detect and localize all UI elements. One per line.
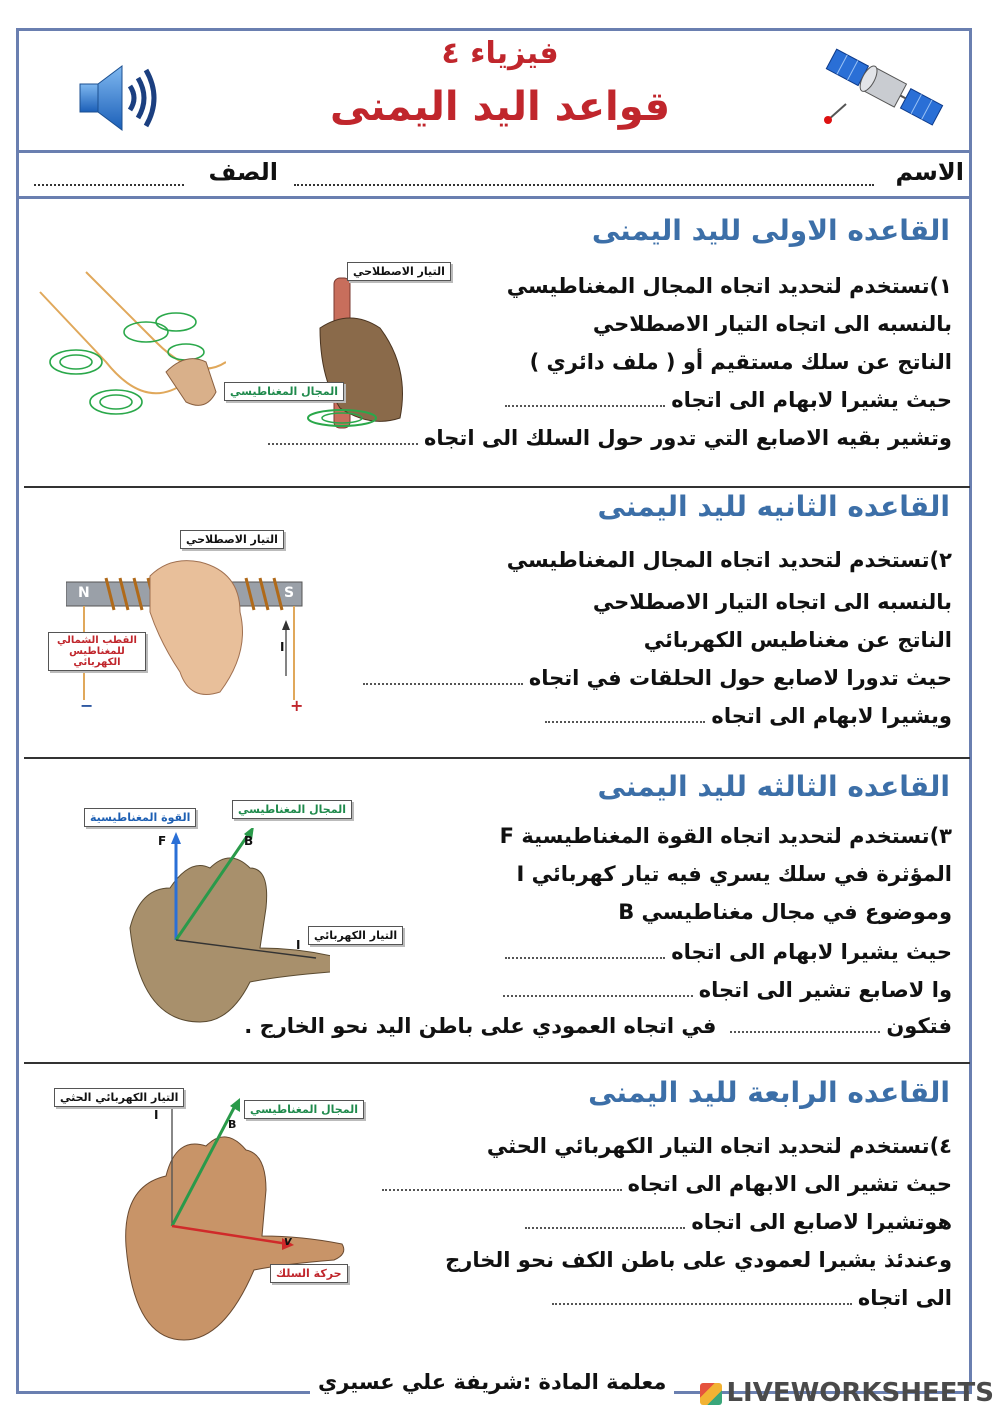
rule2-blank2[interactable] (545, 720, 705, 723)
rule2-plus-mark: + (290, 696, 304, 715)
section-divider-2 (24, 757, 970, 759)
rule4-v-mark: v (284, 1234, 292, 1248)
rule1-line3: الناتج عن سلك مستقيم أو ( ملف دائري ) (529, 350, 952, 374)
rule4-line3: هوتشيرا لاصابع الى اتجاه (525, 1210, 952, 1234)
rule4-b-mark: B (228, 1118, 237, 1131)
rule3-line2: المؤثرة في سلك يسري فيه تيار كهربائي I (516, 862, 952, 886)
rule2-blank1[interactable] (363, 682, 523, 685)
rule3-i-mark: I (296, 938, 301, 952)
rule4-blank2[interactable] (525, 1226, 685, 1229)
rule1-title: القاعده الاولى لليد اليمنى (591, 214, 950, 247)
brand-logo: LIVEWORKSHEETS (700, 1378, 994, 1408)
name-input[interactable] (294, 184, 874, 186)
rule3-line3: وموضوع في مجال مغناطيسي B (618, 900, 952, 924)
rule4-blank3[interactable] (552, 1302, 852, 1305)
rule2-line2: بالنسبه الى اتجاه التيار الاصطلاحي (592, 590, 952, 614)
rule4-line2: حيث تشير الى الابهام الى اتجاه (382, 1172, 952, 1196)
rule1-line1: ١)تستخدم لتحديد اتجاه المجال المغناطيسي (506, 274, 952, 298)
rule3-f-mark: F (158, 834, 167, 848)
rule2-minus-mark: − (80, 696, 94, 715)
rule2-n-mark: N (78, 585, 90, 601)
rule2-title: القاعده الثانيه لليد اليمنى (597, 490, 950, 523)
rule4-induced-label: التيار الكهربائي الحثي (54, 1088, 184, 1107)
rule4-blank1[interactable] (382, 1188, 622, 1191)
rule4-hand-figure (112, 1096, 362, 1350)
class-label: الصف (208, 158, 278, 186)
name-class-bar (30, 158, 964, 194)
rule3-hand-figure (120, 828, 330, 1032)
rule2-line1: ٢)تستخدم لتحديد اتجاه المجال المغناطيسي (506, 548, 952, 572)
rule2-line3: الناتج عن مغناطيس الكهربائي (643, 628, 952, 652)
subject-title: فيزياء ٤ (441, 36, 559, 71)
rule3-blank3[interactable] (730, 1030, 880, 1033)
rule1-line5: وتشير بقيه الاصابع التي تدور حول السلك الى اتجاه (268, 426, 952, 450)
page-title: قواعد اليد اليمنى (329, 84, 671, 130)
rule1-hand-figure (300, 268, 420, 462)
rule4-line1: ٤)تستخدم لتحديد اتجاه التيار الكهربائي الحثي (486, 1134, 952, 1158)
rule4-motion-label: حركة السلك (270, 1264, 348, 1283)
section-divider-1 (24, 486, 970, 488)
rule4-field-label: المجال المغناطيسي (244, 1100, 364, 1119)
rule2-s-mark: S (284, 585, 295, 601)
rule1-line2: بالنسبه الى اتجاه التيار الاصطلاحي (592, 312, 952, 336)
rule3-line4: حيث يشيرا لابهام الى اتجاه (505, 940, 952, 964)
rule3-blank2[interactable] (503, 994, 693, 997)
rule1-field-label: المجال المغناطيسي (224, 382, 344, 401)
rule2-current-label: التيار الاصطلاحي (180, 530, 284, 549)
rule2-north-label: القطب الشمالي للمغناطيس الكهربائي (48, 632, 146, 671)
rule3-field-label: المجال المغناطيسي (232, 800, 352, 819)
rule3-blank1[interactable] (505, 956, 665, 959)
rule3-line5: وا لاصابع تشير الى اتجاه (503, 978, 952, 1002)
rule4-line5: الى اتجاه (552, 1286, 952, 1310)
section-divider-3 (24, 1062, 970, 1064)
name-label: الاسم (895, 158, 964, 186)
rule2-line4: حيث تدورا لاصابع حول الحلقات في اتجاه (363, 666, 952, 690)
rule3-b-mark: B (244, 834, 254, 848)
rule4-title: القاعده الرابعة لليد اليمنى (588, 1076, 950, 1109)
rule4-line4: وعندئذ يشيرا لعمودي على باطن الكف نحو الخارج (445, 1248, 952, 1272)
rule1-blank1[interactable] (505, 404, 665, 407)
teacher-name: معلمة المادة :شريفة علي عسيري (310, 1370, 674, 1394)
rule3-current-label: التيار الكهربائي (308, 926, 403, 945)
rule1-current-label: التيار الاصطلاحي (347, 262, 451, 281)
namebar-divider (16, 196, 972, 199)
brand-icon (700, 1383, 722, 1405)
rule2-i-mark: I (280, 640, 285, 654)
rule2-line5: ويشيرا لابهام الى اتجاه (545, 704, 952, 728)
class-input[interactable] (34, 184, 184, 186)
rule1-coil-figure (36, 262, 226, 446)
rule3-force-label: القوة المغناطيسية (84, 808, 196, 827)
rule3-title: القاعده الثالثه لليد اليمنى (597, 770, 950, 803)
rule3-line6: فتكونفي اتجاه العمودي على باطن اليد نحو الخارج . (244, 1014, 952, 1038)
header-divider (16, 150, 972, 153)
rule3-line1: ٣)تستخدم لتحديد اتجاه القوة المغناطيسية F (499, 824, 952, 848)
rule1-line4: حيث يشيرا لابهام الى اتجاه (505, 388, 952, 412)
rule4-i-mark: I (154, 1108, 159, 1122)
